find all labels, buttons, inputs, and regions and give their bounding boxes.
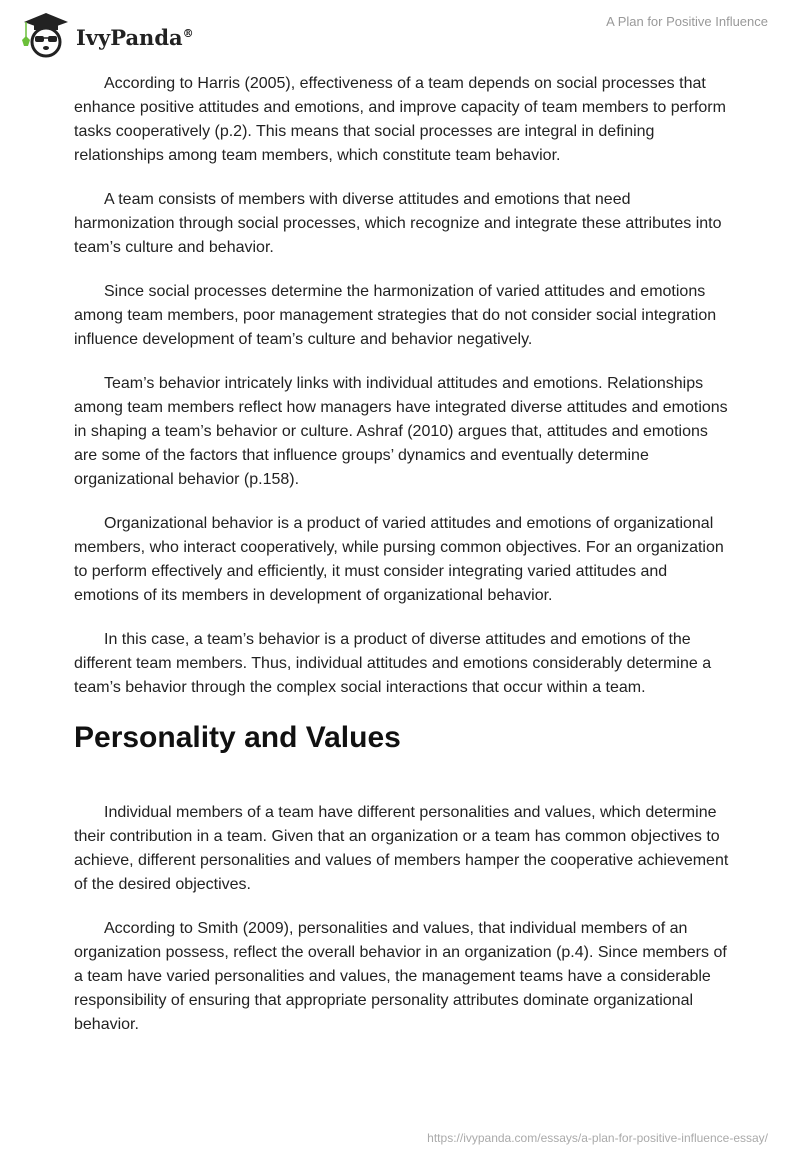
ivypanda-logo[interactable] [20,10,194,58]
paragraph: A team consists of members with diverse attitudes and emotions that need harmonization through social processes, which recognize and integrate these attributes into team’s culture and behavior. [74,191,722,256]
paragraph: According to Harris (2005), effectiveness of a team depends on social processes that enhance positive attitudes and emotions, and improve capacity of team members to perform tasks cooperatively (p.2). This means that social processes are integral in defining relationships among team members, which constitute team behavior. [74,75,726,164]
section-heading: Personality and Values [74,721,401,754]
paragraph: Individual members of a team have different personalities and values, which determine their contribution in a team. Given that an organization or a team has common objectives to achieve, different personalities and values of members hamper the cooperative achievement of the desired objectives. [74,804,729,893]
document-title: A Plan for Positive Influence [606,14,768,29]
paragraph: In this case, a team’s behavior is a product of diverse attitudes and emotions of the different team members. Thus, individual attitudes and emotions considerably determine a team’s behavior through the complex social interactions that occur within a team. [74,631,712,696]
paragraph: According to Smith (2009), personalities and values, that individual members of an organization possess, reflect the overall behavior in an organization (p.4). Since members of a team have varied personalities and values, the management teams have a considerable responsibility of ensuring that appropriate personality attributes dominate organizational behavior. [74,920,727,1033]
paragraph: Team’s behavior intricately links with individual attitudes and emotions. Relationships among team members reflect how managers have integrated diverse attitudes and emotions in shaping a team’s behavior or culture. Ashraf (2010) argues that, attitudes and emotions are some of the factors that influence groups’ dynamics and eventually determine organizational behavior (p.158). [74,375,728,488]
panda-graduate-icon [20,10,72,58]
source-url[interactable]: https://ivypanda.com/essays/a-plan-for-positive-influence-essay/ [427,1131,768,1145]
paragraph: Organizational behavior is a product of varied attitudes and emotions of organizational members, who interact cooperatively, while pursing common objectives. For an organization to perform effectively and efficiently, it must consider integrating varied attitudes and emotions of its members in development of organizational behavior. [74,515,724,604]
paragraph: Since social processes determine the harmonization of varied attitudes and emotions among team members, poor management strategies that do not consider social integration influence development of team’s culture and behavior negatively. [74,283,717,348]
essay-body [74,72,734,1057]
brand-name: IvyPanda® [76,24,194,50]
